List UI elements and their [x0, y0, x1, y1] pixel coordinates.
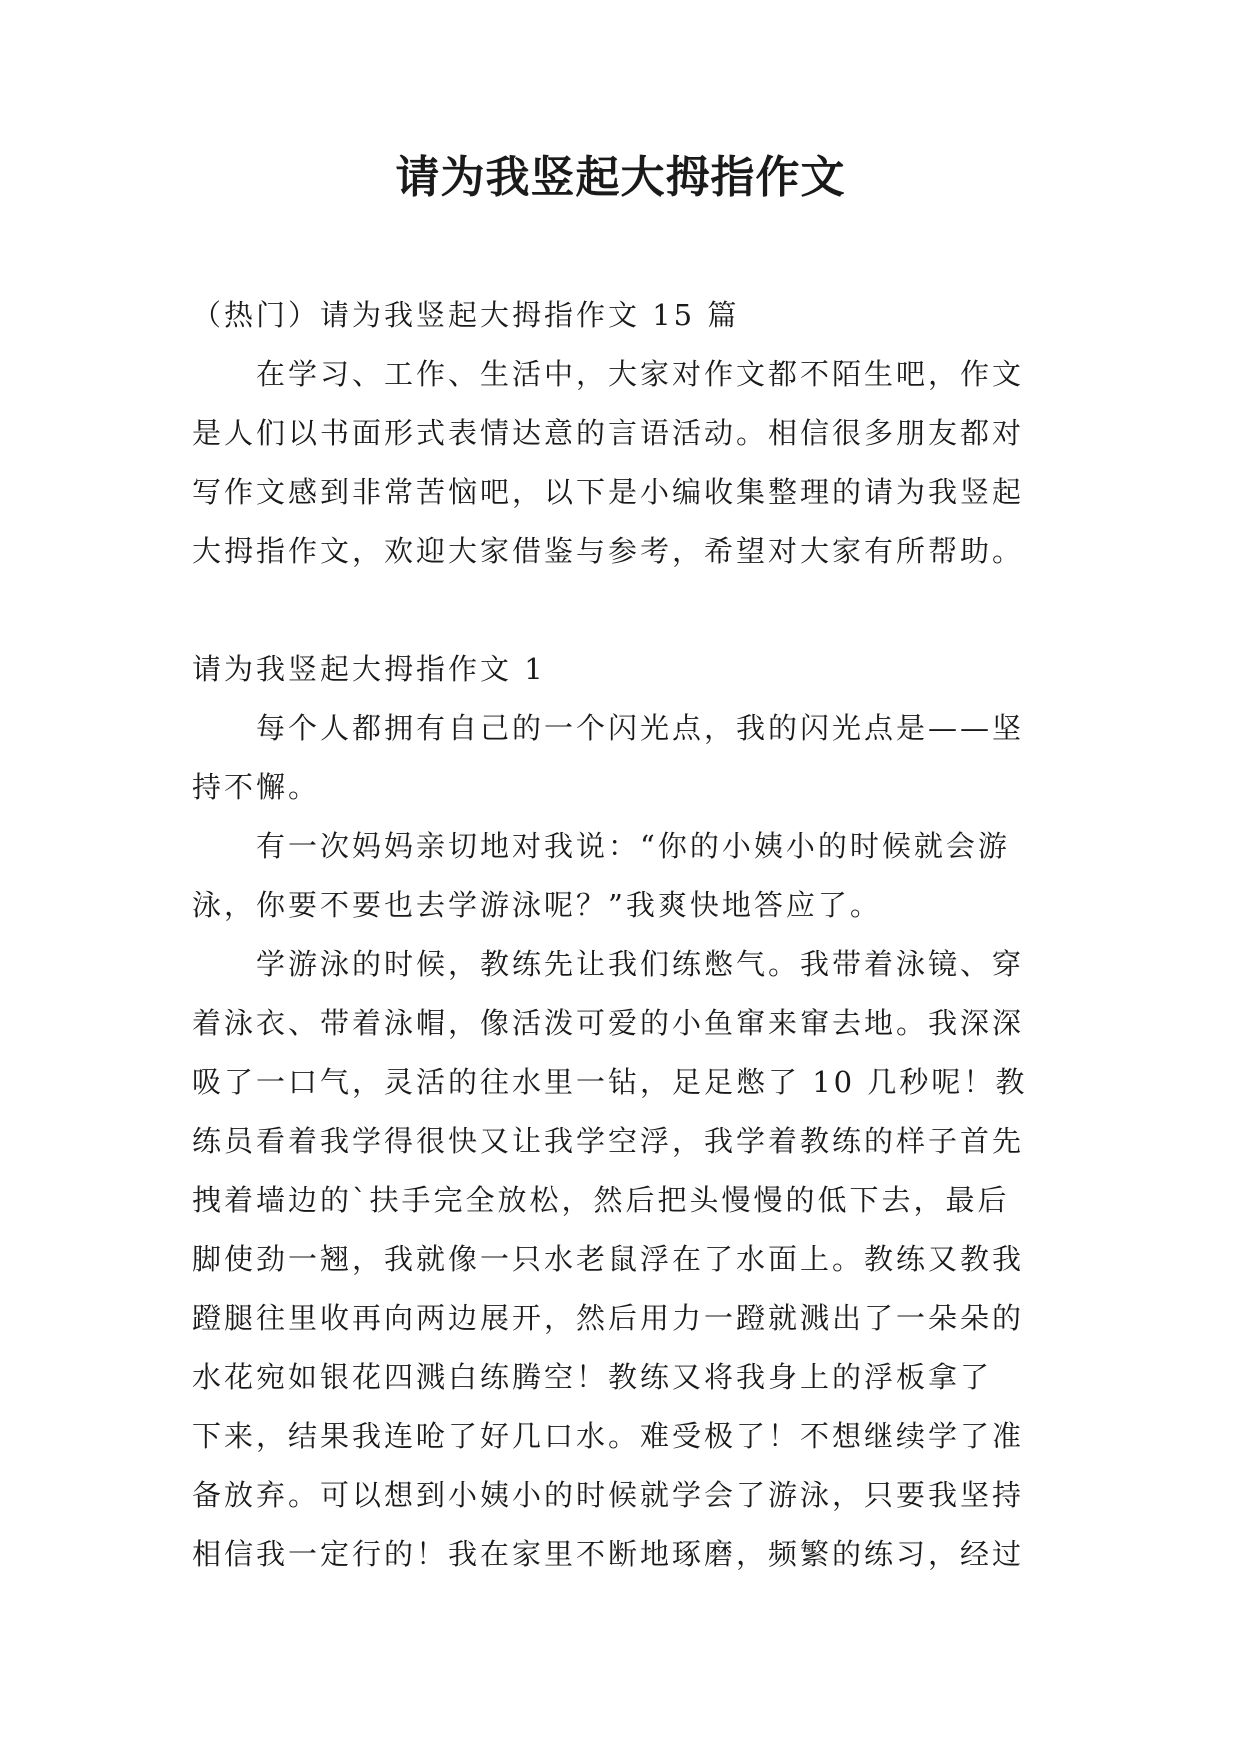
paragraph-spacer	[192, 581, 1050, 640]
document-subtitle: （热门）请为我竖起大拇指作文 15 篇	[192, 298, 740, 332]
paragraph-line: 吸了一口气，灵活的往水里一钻，足足憋了 10 几秒呢！教	[192, 1065, 1028, 1099]
intro-line: 是人们以书面形式表情达意的言语活动。相信很多朋友都对	[192, 416, 1025, 450]
paragraph-line: 脚使劲一翘，我就像一只水老鼠浮在了水面上。教练又教我	[192, 1242, 1025, 1276]
paragraph-line: 泳，你要不要也去学游泳呢？”我爽快地答应了。	[192, 888, 882, 922]
paragraph-line: 着泳衣、带着泳帽，像活泼可爱的小鱼窜来窜去地。我深深	[192, 1006, 1025, 1040]
intro-line: 在学习、工作、生活中，大家对作文都不陌生吧，作文	[256, 357, 1025, 391]
intro-line: 写作文感到非常苦恼吧，以下是小编收集整理的请为我竖起	[192, 475, 1025, 509]
paragraph-line: 每个人都拥有自己的一个闪光点，我的闪光点是——坚	[256, 711, 1025, 745]
paragraph-line: 水花宛如银花四溅白练腾空！教练又将我身上的浮板拿了	[192, 1360, 993, 1394]
paragraph-line: 有一次妈妈亲切地对我说：“你的小姨小的时候就会游	[256, 829, 1010, 863]
paragraph-line: 备放弃。可以想到小姨小的时候就学会了游泳，只要我坚持	[192, 1478, 1025, 1512]
document-body	[192, 286, 1050, 1584]
section-heading: 请为我竖起大拇指作文 1	[192, 652, 546, 686]
paragraph-line: 蹬腿往里收再向两边展开，然后用力一蹬就溅出了一朵朵的	[192, 1301, 1025, 1335]
paragraph-line: 相信我一定行的！我在家里不断地琢磨，频繁的练习，经过	[192, 1537, 1025, 1571]
document-title: 请为我竖起大拇指作文	[395, 152, 846, 203]
intro-line: 大拇指作文，欢迎大家借鉴与参考，希望对大家有所帮助。	[192, 534, 1025, 568]
paragraph-line: 练员看着我学得很快又让我学空浮，我学着教练的样子首先	[192, 1124, 1025, 1158]
paragraph-line: 持不懈。	[192, 770, 321, 804]
paragraph-line: 拽着墙边的`扶手完全放松，然后把头慢慢的低下去，最后	[192, 1183, 1010, 1217]
paragraph-line: 下来，结果我连呛了好几口水。难受极了！不想继续学了准	[192, 1419, 1025, 1453]
paragraph-line: 学游泳的时候，教练先让我们练憋气。我带着泳镜、穿	[256, 947, 1025, 981]
